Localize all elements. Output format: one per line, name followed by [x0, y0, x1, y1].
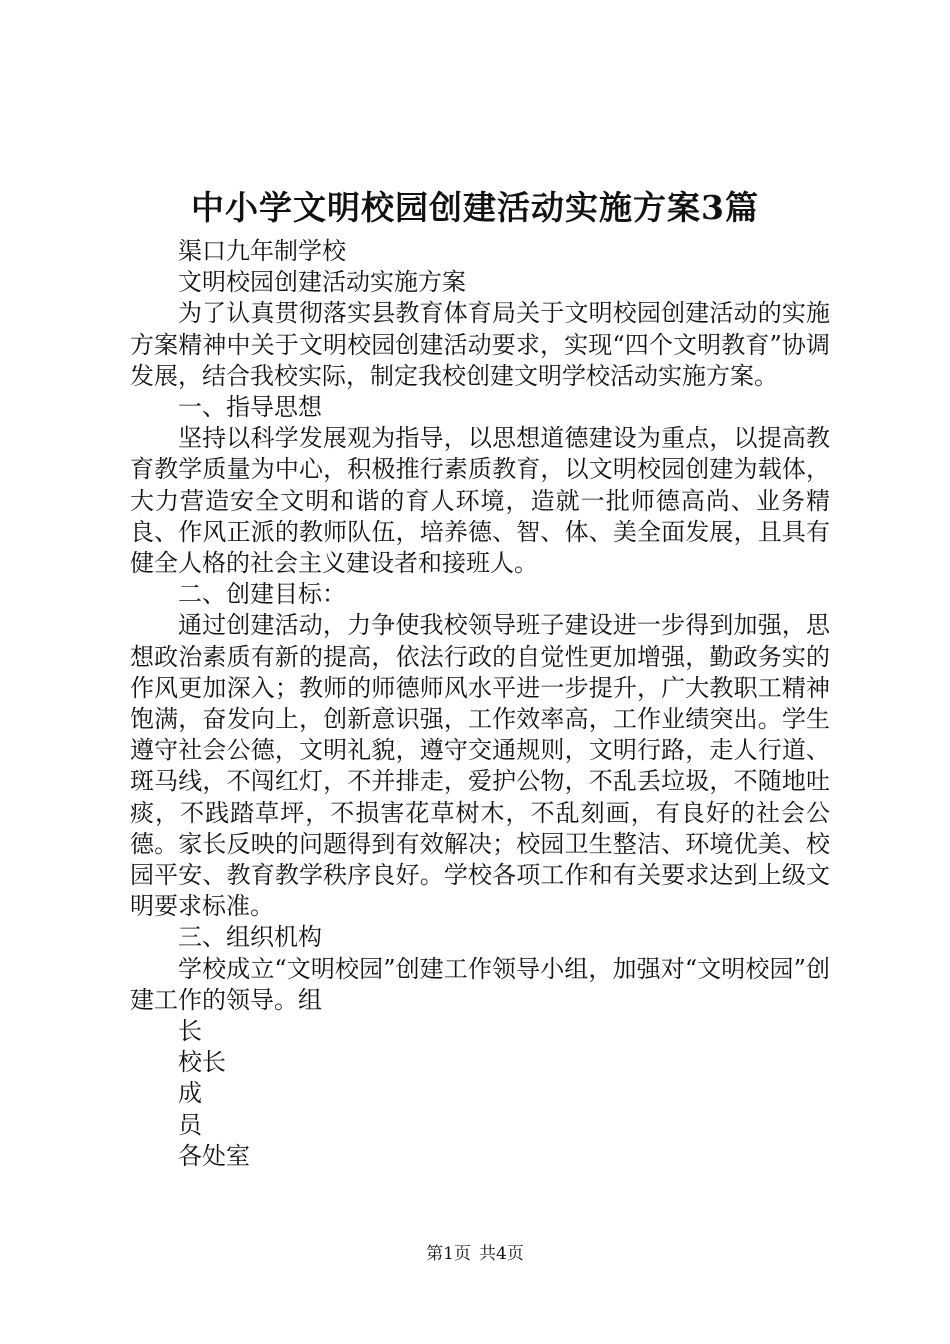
document-subtitle: 文明校园创建活动实施方案 — [178, 268, 466, 297]
org-line: 长 — [178, 1017, 202, 1046]
intro-paragraph: 为了认真贯彻落实县教育体育局关于文明校园创建活动的实施方案精神中关于文明校园创建活动要求，实现“四个文明教育”协调发展，结合我校实际，制定我校创建文明学校活动实施方案。 — [130, 299, 830, 390]
page-number: 第1页 — [426, 1244, 471, 1264]
section-heading: 二、创建目标： — [178, 580, 346, 609]
org-line: 各处室 — [178, 1141, 250, 1170]
document-title: 中小学文明校园创建活动实施方案3篇 — [191, 188, 759, 227]
section-paragraph: 坚持以科学发展观为指导，以思想道德建设为重点，以提高教育教学质量为中心，积极推行素质教育，以文明校园创建为载体，大力营造安全文明和谐的育人环境，造就一批师德高尚、业务精良、作风正派的教师队伍，培养德、智、体、美全面发展，且具有健全人格的社会主义建设者和接班人。 — [130, 424, 830, 578]
org-line: 校长 — [178, 1048, 226, 1077]
page-footer — [0, 1243, 950, 1265]
section-paragraph: 学校成立“文明校园”创建工作领导小组，加强对“文明校园”创建工作的领导。组 — [130, 954, 830, 1014]
section-heading: 一、指导思想 — [178, 393, 322, 422]
org-line: 员 — [178, 1110, 202, 1139]
section-heading: 三、组织机构 — [178, 923, 322, 952]
page-total: 共4页 — [479, 1244, 524, 1264]
org-line: 成 — [178, 1079, 202, 1108]
school-name: 渠口九年制学校 — [178, 237, 346, 265]
section-paragraph: 通过创建活动，力争使我校领导班子建设进一步得到加强，思想政治素质有新的提高，依法行政的自觉性更加增强，勤政务实的作风更加深入；教师的师德师风水平进一步提升，广大教职工精神饱满，奋发向上，创新意识强，工作效率高，工作业绩突出。学生遵守社会公德，文明礼貌，遵守交通规则，文明行路，走人行道、斑马线，不闯红灯，不并排走，爱护公物，不乱丢垃圾，不随地吐痰，不践踏草坪，不损害花草树木，不乱刻画，有良好的社会公德。家长反映的问题得到有效解决；校园卫生整洁、环境优美、校园平安、教育教学秩序良好。学校各项工作和有关要求达到上级文明要求标准。 — [130, 611, 830, 921]
document-body — [130, 236, 830, 1172]
